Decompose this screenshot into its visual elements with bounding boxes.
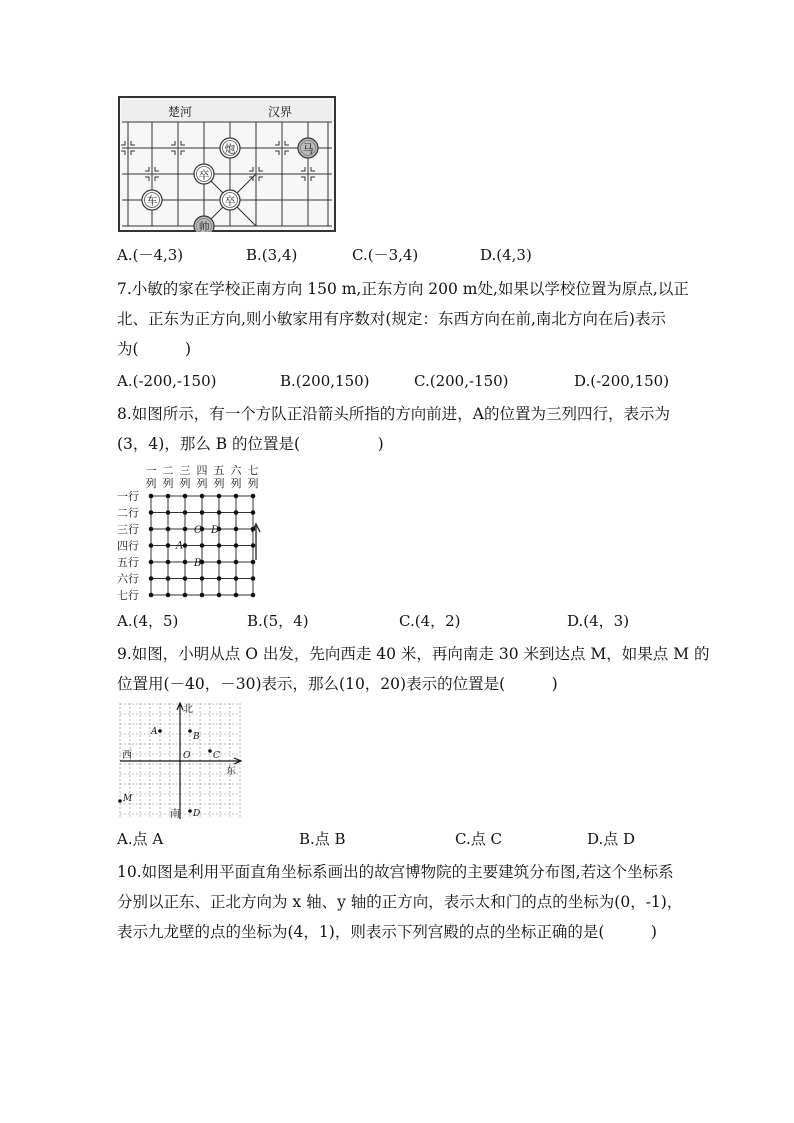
q9-option-b[interactable]: B.点 B (299, 830, 346, 848)
chess-piece-label: 帅 (198, 220, 210, 232)
south-label: 南 (170, 809, 180, 820)
q10-line-1: 10.如图是利用平面直角坐标系画出的故宫博物院的主要建筑分布图,若这个坐标系 (117, 863, 674, 881)
formation-dot (200, 510, 205, 515)
column-header-top: 四 (196, 464, 208, 477)
q7-line-1: 7.小敏的家在学校正南方向 150 m,正东方向 200 m处,如果以学校位置为原点,以正 (117, 280, 689, 298)
formation-dot (200, 494, 205, 499)
map-point-label: M (123, 794, 133, 804)
q7-option-b[interactable]: B.(200,150) (280, 372, 370, 390)
formation-figure (116, 462, 266, 602)
formation-dot (234, 510, 239, 515)
formation-dot (166, 543, 171, 548)
formation-dot (166, 593, 171, 598)
east-label: 东 (226, 766, 236, 777)
formation-dot (234, 494, 239, 499)
q7-option-c[interactable]: C.(200,-150) (414, 372, 509, 390)
river-label-left: 楚河 (167, 105, 193, 119)
formation-dot (149, 527, 154, 532)
q6-option-a[interactable]: A.(－4,3) (117, 246, 184, 264)
formation-dot (149, 543, 154, 548)
map-point-label: B (193, 732, 200, 742)
chess-board-svg (118, 96, 336, 232)
column-header-bottom: 列 (230, 477, 242, 490)
chess-piece-label: 炮 (224, 142, 236, 156)
formation-dot (183, 494, 188, 499)
q7-option-d[interactable]: D.(-200,150) (574, 372, 670, 390)
chess-piece-label: 马 (302, 142, 314, 156)
formation-dot (234, 543, 239, 548)
q8-line-1: 8.如图所示，有一个方队正沿箭头所指的方向前进，A的位置为三列四行，表示为 (117, 405, 670, 423)
row-label: 一行 (117, 490, 139, 503)
chess-board-figure (118, 96, 336, 232)
column-header-bottom: 列 (213, 477, 225, 490)
column-header-top: 二 (162, 464, 174, 477)
formation-dot (166, 527, 171, 532)
q6-option-c[interactable]: C.(－3,4) (352, 246, 419, 264)
formation-dot (251, 560, 256, 565)
q10-line-3: 表示九龙壁的点的坐标为(4，1)，则表示下列宫殿的点的坐标正确的是( ) (117, 923, 657, 941)
formation-dot (200, 543, 205, 548)
formation-dot (234, 560, 239, 565)
formation-dot (234, 593, 239, 598)
river-label-right: 汉界 (267, 105, 293, 119)
formation-dot (251, 510, 256, 515)
map-point (158, 729, 162, 733)
north-label: 北 (183, 704, 193, 715)
row-label: 二行 (117, 506, 139, 520)
formation-dot (183, 527, 188, 532)
formation-dot (217, 560, 222, 565)
formation-dot (183, 543, 188, 548)
column-header-top: 五 (213, 464, 225, 477)
formation-dot (183, 593, 188, 598)
formation-dot (166, 560, 171, 565)
q8-option-c[interactable]: C.(4，2) (399, 612, 461, 630)
formation-dot (149, 576, 154, 581)
formation-svg (116, 462, 266, 602)
formation-dot (217, 543, 222, 548)
formation-dot (166, 494, 171, 499)
q6-option-d[interactable]: D.(4,3) (480, 246, 532, 264)
column-header-top: 一 (145, 464, 157, 477)
point-label: C (194, 525, 202, 536)
river-band (122, 100, 332, 121)
formation-dot (183, 560, 188, 565)
formation-dot (251, 543, 256, 548)
compass-grid-svg (118, 701, 242, 821)
formation-dot (183, 576, 188, 581)
column-header-bottom: 列 (196, 477, 208, 490)
formation-dot (251, 593, 256, 598)
column-header-top: 六 (230, 464, 242, 477)
formation-dot (217, 593, 222, 598)
column-header-bottom: 列 (145, 477, 157, 490)
formation-dot (217, 494, 222, 499)
formation-dot (149, 494, 154, 499)
point-label: B (194, 558, 202, 569)
q8-option-a[interactable]: A.(4，5) (117, 612, 179, 630)
formation-dot (149, 560, 154, 565)
compass-grid-figure (118, 701, 242, 821)
row-label: 三行 (117, 523, 139, 536)
row-label: 五行 (117, 556, 139, 569)
q9-option-c[interactable]: C.点 C (455, 830, 502, 848)
q8-line-2: (3，4)，那么 B 的位置是( ) (117, 435, 384, 453)
formation-dot (217, 576, 222, 581)
column-header-top: 三 (179, 464, 191, 477)
map-point (188, 729, 192, 733)
q9-option-a[interactable]: A.点 A (117, 830, 164, 848)
map-point (208, 749, 212, 753)
q9-option-d[interactable]: D.点 D (587, 830, 636, 848)
formation-dot (234, 527, 239, 532)
q8-option-d[interactable]: D.(4，3) (567, 612, 630, 630)
formation-dot (251, 494, 256, 499)
chess-piece-label: 卒 (224, 194, 236, 208)
point-label: A (176, 540, 184, 552)
map-point-label: C (213, 751, 220, 761)
formation-dot (149, 510, 154, 515)
column-header-bottom: 列 (179, 477, 191, 490)
q6-option-b[interactable]: B.(3,4) (246, 246, 298, 264)
formation-dot (251, 576, 256, 581)
formation-dot (183, 510, 188, 515)
formation-dot (234, 576, 239, 581)
column-header-top: 七 (247, 464, 259, 477)
q7-line-2: 北、正东为正方向,则小敏家用有序数对(规定：东西方向在前,南北方向在后)表示 (117, 310, 666, 328)
map-point-label: D (193, 809, 201, 819)
map-point (188, 809, 192, 813)
column-header-bottom: 列 (162, 477, 174, 490)
formation-dot (166, 510, 171, 515)
q8-option-b[interactable]: B.(5，4) (247, 612, 309, 630)
formation-dot (149, 593, 154, 598)
q9-line-1: 9.如图，小明从点 O 出发，先向西走 40 米，再向南走 30 米到达点 M，如果点 M 的 (117, 645, 710, 663)
point-label: D (211, 525, 220, 536)
row-label: 七行 (117, 589, 139, 602)
q7-option-a[interactable]: A.(-200,-150) (117, 372, 217, 390)
q9-line-2: 位置用(－40，－30)表示，那么(10，20)表示的位置是( ) (117, 675, 558, 693)
map-point (118, 799, 122, 803)
column-header-bottom: 列 (247, 477, 259, 490)
q10-line-2: 分别以正东、正北方向为 x 轴、y 轴的正方向，表示太和门的点的坐标为(0，-1)， (117, 893, 683, 911)
row-label: 六行 (117, 572, 139, 586)
map-point-label: A (151, 727, 158, 737)
west-label: 西 (122, 750, 132, 761)
formation-dot (200, 576, 205, 581)
formation-dot (217, 510, 222, 515)
chess-piece-label: 卒 (198, 168, 210, 182)
formation-dot (166, 576, 171, 581)
chess-piece-label: 车 (146, 194, 158, 208)
q7-line-3: 为( ) (117, 340, 192, 358)
row-label: 四行 (117, 539, 139, 553)
origin-label: O (183, 751, 191, 761)
formation-dot (200, 593, 205, 598)
